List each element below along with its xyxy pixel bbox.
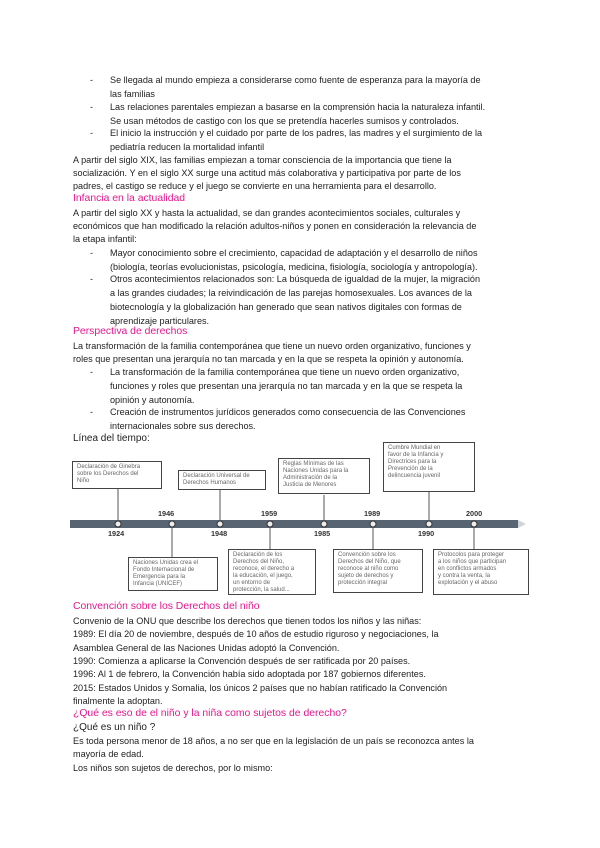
section-heading: Perspectiva de derechos	[73, 326, 188, 337]
timeline-year: 1959	[261, 509, 278, 518]
list-item: - La transformación de la familia contemporánea que tiene un nuevo orden organizativo, funciones y roles que presentan una jerarquía no tan marcada y en la que se respeta la opinión y autonomía.	[110, 365, 580, 407]
bullet-text: Creación de instrumentos jurídicos generados como consecuencia de las Convenciones internacionales sobre sus derechos.	[110, 407, 466, 431]
timeline-year: 1985	[314, 529, 331, 538]
timeline-dot	[217, 521, 223, 527]
timeline-event-box: Protocolos para proteger a los niños que participan en conflictos armados y contra la venta, la explotación y el abuso	[433, 549, 529, 595]
timeline-event-box: Declaración de los Derechos del Niño, reconoce, el derecho a la educación, el juego, un entorno de protección, la salud...	[228, 549, 316, 595]
paragraph-line: Convenio de la ONU que describe los derechos que tienen todos los niños y las niñas:	[73, 616, 422, 626]
paragraph-line: socialización. Y en el siglo XX surge una actitud más colaborativa y participativa por parte de los	[73, 168, 461, 178]
paragraph-line: 1990: Comienza a aplicarse la Convención después de ser ratificada por 20 países.	[73, 656, 411, 666]
list-item: - Creación de instrumentos jurídicos generados como consecuencia de las Convenciones internacionales sobre sus derechos.	[110, 405, 580, 433]
section-heading: ¿Qué es eso de el niño y la niña como sujetos de derecho?	[73, 708, 347, 719]
timeline-event-box: Cumbre Mundial en favor de la Infancia y Directrices para la Prevención de la delincuencia juvenil	[383, 442, 475, 492]
timeline-year: 1924	[108, 529, 125, 538]
bullet-text: Mayor conocimiento sobre el crecimiento, capacidad de adaptación y el desarrollo de niños (biología, teorías evolucionistas, psicología, medicina, fisiología, sociología y antropología).	[110, 248, 478, 272]
paragraph-line: económicos que han modificado la relación adultos-niños y ponen en consideración la relevancia de	[73, 221, 477, 231]
timeline-dot	[426, 521, 432, 527]
paragraph-line: finalmente la adoptan.	[73, 696, 163, 706]
bullet-text: La transformación de la familia contemporánea que tiene un nuevo orden organizativo, funciones y roles que presentan una jerarquía no tan marcada y en la que se respeta la opinión y autonomía.	[110, 367, 463, 405]
timeline-event-box: Declaración Universal de Derechos Humanos	[178, 470, 266, 490]
paragraph-line: Los niños son sujetos de derechos, por lo mismo:	[73, 763, 273, 773]
list-item: - Mayor conocimiento sobre el crecimiento, capacidad de adaptación y el desarrollo de niños (biología, teorías evolucionistas, psicología, medicina, fisiología, sociología y antropología).	[110, 246, 580, 274]
list-item: - Las relaciones parentales empiezan a basarse en la comprensión hacia la naturaleza infantil. Se usan métodos de castigo con los que se pretendía hacerles sumisos y controlados.	[110, 100, 580, 128]
timeline-dot	[169, 521, 175, 527]
paragraph-line: padres, el castigo se reduce y el juego se convierte en una herramienta para el desarrollo.	[73, 181, 437, 191]
paragraph-line: A partir del siglo XIX, las familias empiezan a tomar consciencia de la importancia que tiene la	[73, 155, 452, 165]
paragraph-line: Asamblea General de las Naciones Unidas adoptó la Convención.	[73, 643, 340, 653]
bullet-text: Se llegada al mundo empieza a considerarse como fuente de esperanza para la mayoría de las familias	[110, 75, 481, 99]
timeline-dot	[370, 521, 376, 527]
timeline-year: 1990	[418, 529, 435, 538]
timeline-event-box: Declaración de Ginebra sobre los Derechos del Niño	[72, 461, 162, 489]
section-heading: Convención sobre los Derechos del niño	[73, 601, 260, 612]
timeline-year: 1989	[364, 509, 381, 518]
paragraph-line: mayoría de edad.	[73, 749, 144, 759]
paragraph-line: La transformación de la familia contemporánea que tiene un nuevo orden organizativo, funciones y	[73, 341, 471, 351]
bullet-text: Las relaciones parentales empiezan a basarse en la comprensión hacia la naturaleza infantil. Se usan métodos de castigo con los que se pretendía hacerles sumisos y controlados.	[110, 102, 486, 126]
list-item: - Se llegada al mundo empieza a considerarse como fuente de esperanza para la mayoría de las familias	[110, 73, 580, 101]
bullet-text: El inicio la instrucción y el cuidado por parte de los padres, las madres y el surgimiento de la pediatría reducen la mortalidad infantil	[110, 128, 483, 152]
timeline-arrow	[518, 520, 526, 528]
timeline-label: Línea del tiempo:	[73, 433, 150, 444]
question-line: ¿Qué es un niño ?	[73, 722, 156, 733]
timeline-event-box: Convención sobre los Derechos del Niño, que reconoce al niño como sujeto de derechos y protección integral	[333, 549, 423, 593]
timeline-year: 1948	[211, 529, 228, 538]
timeline-dot	[471, 521, 477, 527]
bullet-text: Otros acontecimientos relacionados son: La búsqueda de igualdad de la mujer, la migración a las grandes ciudades; la reivindicación de las parejas homosexuales. Los avances de la biotecnología y la globalización han generado que sean nativos digitales con formas de aprendizaje particulares.	[110, 274, 481, 326]
timeline-dot	[321, 521, 327, 527]
timeline-year: 1946	[158, 509, 175, 518]
timeline-event-box: Naciones Unidas crea el Fondo Internacional de Emergencia para la Infancia (UNICEF)	[128, 557, 218, 591]
timeline-dot	[115, 521, 121, 527]
list-item: - Otros acontecimientos relacionados son: La búsqueda de igualdad de la mujer, la migración a las grandes ciudades; la reivindicación de las parejas homosexuales. Los avances de la biotecnología y la globalización han generado que sean nativos digitales con formas de aprendizaje particulares.	[110, 272, 580, 328]
section-heading: Infancia en la actualidad	[73, 193, 186, 204]
paragraph-line: 1989: El día 20 de noviembre, después de 10 años de estudio riguroso y negociaciones, la	[73, 629, 439, 639]
paragraph-line: 2015: Estados Unidos y Somalia, los únicos 2 países que no habían ratificado la Convención	[73, 683, 448, 693]
list-item: - El inicio la instrucción y el cuidado por parte de los padres, las madres y el surgimiento de la pediatría reducen la mortalidad infantil	[110, 126, 580, 154]
paragraph-line: A partir del siglo XX y hasta la actualidad, se dan grandes acontecimientos sociales, culturales y	[73, 208, 461, 218]
paragraph-line: la etapa infantil:	[73, 234, 137, 244]
timeline-year: 2000	[466, 509, 483, 518]
paragraph-line: 1996: Al 1 de febrero, la Convención había sido adoptada por 187 gobiernos diferentes.	[73, 669, 426, 679]
timeline-dot	[267, 521, 273, 527]
paragraph-line: Es toda persona menor de 18 años, a no ser que en la legislación de un país se reconozca antes la	[73, 736, 474, 746]
paragraph-line: roles que presentan una jerarquía no tan marcada y en la que se respeta la opinión y autonomía.	[73, 354, 464, 364]
timeline-bar	[70, 520, 518, 528]
timeline-event-box: Reglas Mínimas de las Naciones Unidas para la Administración de la Justicia de Menores	[278, 458, 370, 494]
